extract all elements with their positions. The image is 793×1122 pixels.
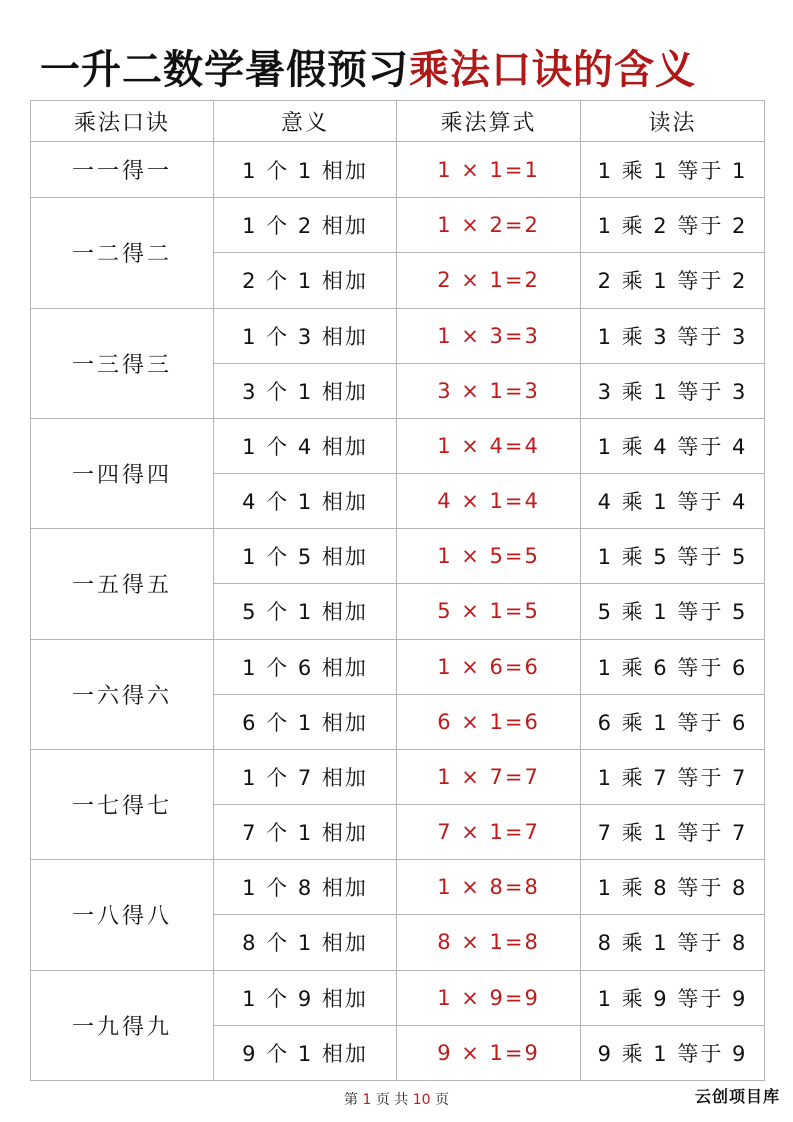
meaning-cell: 1 个 2 相加 xyxy=(214,198,397,253)
footer-suffix: 页 xyxy=(435,1092,449,1108)
mnemonic-cell: 一三得三 xyxy=(31,308,214,418)
mnemonic-cell: 一二得二 xyxy=(31,198,214,308)
formula-cell: 1 × 9=9 xyxy=(397,970,581,1025)
reading-cell: 1 乘 5 等于 5 xyxy=(581,529,765,584)
meaning-cell: 8 个 1 相加 xyxy=(214,915,397,970)
meaning-cell: 1 个 3 相加 xyxy=(214,308,397,363)
page-title xyxy=(40,42,696,98)
formula-cell: 2 × 1=2 xyxy=(397,253,581,308)
meaning-cell: 1 个 5 相加 xyxy=(214,529,397,584)
meaning-cell: 1 个 8 相加 xyxy=(214,860,397,915)
meaning-cell: 4 个 1 相加 xyxy=(214,474,397,529)
meaning-cell: 9 个 1 相加 xyxy=(214,1025,397,1080)
table-row xyxy=(31,749,765,804)
header-formula: 乘法算式 xyxy=(397,101,581,142)
table-row xyxy=(31,308,765,363)
table-row xyxy=(31,970,765,1025)
reading-cell: 3 乘 1 等于 3 xyxy=(581,363,765,418)
page-title-highlight: 乘法口诀的含义 xyxy=(409,47,696,93)
formula-cell: 1 × 8=8 xyxy=(397,860,581,915)
table-row xyxy=(31,198,765,253)
reading-cell: 1 乘 1 等于 1 xyxy=(581,142,765,198)
formula-cell: 9 × 1=9 xyxy=(397,1025,581,1080)
footer-total-pages: 10 xyxy=(412,1092,431,1108)
formula-cell: 1 × 3=3 xyxy=(397,308,581,363)
formula-cell: 1 × 2=2 xyxy=(397,198,581,253)
header-mnemonic: 乘法口诀 xyxy=(31,101,214,142)
reading-cell: 5 乘 1 等于 5 xyxy=(581,584,765,639)
reading-cell: 1 乘 6 等于 6 xyxy=(581,639,765,694)
formula-cell: 1 × 1=1 xyxy=(397,142,581,198)
table-header-row xyxy=(31,101,765,142)
meaning-cell: 6 个 1 相加 xyxy=(214,694,397,749)
formula-cell: 4 × 1=4 xyxy=(397,474,581,529)
mnemonic-cell: 一四得四 xyxy=(31,418,214,528)
meaning-cell: 1 个 6 相加 xyxy=(214,639,397,694)
meaning-cell: 1 个 1 相加 xyxy=(214,142,397,198)
meaning-cell: 7 个 1 相加 xyxy=(214,805,397,860)
meaning-cell: 1 个 7 相加 xyxy=(214,749,397,804)
footer-middle: 页 共 xyxy=(375,1092,409,1108)
page-footer xyxy=(0,1089,793,1109)
mnemonic-cell: 一八得八 xyxy=(31,860,214,970)
reading-cell: 1 乘 8 等于 8 xyxy=(581,860,765,915)
meaning-cell: 1 个 9 相加 xyxy=(214,970,397,1025)
reading-cell: 1 乘 3 等于 3 xyxy=(581,308,765,363)
mnemonic-cell: 一七得七 xyxy=(31,749,214,859)
formula-cell: 8 × 1=8 xyxy=(397,915,581,970)
meaning-cell: 3 个 1 相加 xyxy=(214,363,397,418)
reading-cell: 1 乘 7 等于 7 xyxy=(581,749,765,804)
reading-cell: 1 乘 9 等于 9 xyxy=(581,970,765,1025)
reading-cell: 8 乘 1 等于 8 xyxy=(581,915,765,970)
table-row xyxy=(31,860,765,915)
reading-cell: 9 乘 1 等于 9 xyxy=(581,1025,765,1080)
meaning-cell: 1 个 4 相加 xyxy=(214,418,397,473)
mnemonic-cell: 一九得九 xyxy=(31,970,214,1080)
reading-cell: 2 乘 1 等于 2 xyxy=(581,253,765,308)
multiplication-table xyxy=(30,100,765,1081)
reading-cell: 7 乘 1 等于 7 xyxy=(581,805,765,860)
formula-cell: 1 × 4=4 xyxy=(397,418,581,473)
reading-cell: 6 乘 1 等于 6 xyxy=(581,694,765,749)
formula-cell: 1 × 7=7 xyxy=(397,749,581,804)
formula-cell: 6 × 1=6 xyxy=(397,694,581,749)
table-body xyxy=(31,142,765,1081)
formula-cell: 1 × 5=5 xyxy=(397,529,581,584)
table-row xyxy=(31,418,765,473)
reading-cell: 4 乘 1 等于 4 xyxy=(581,474,765,529)
meaning-cell: 5 个 1 相加 xyxy=(214,584,397,639)
mnemonic-cell: 一六得六 xyxy=(31,639,214,749)
table-row xyxy=(31,142,765,198)
formula-cell: 5 × 1=5 xyxy=(397,584,581,639)
footer-prefix: 第 xyxy=(343,1092,358,1108)
reading-cell: 1 乘 2 等于 2 xyxy=(581,198,765,253)
formula-cell: 7 × 1=7 xyxy=(397,805,581,860)
mnemonic-cell: 一五得五 xyxy=(31,529,214,639)
header-meaning: 意义 xyxy=(214,101,397,142)
header-reading: 读法 xyxy=(581,101,765,142)
formula-cell: 1 × 6=6 xyxy=(397,639,581,694)
page-title-main: 一升二数学暑假预习 xyxy=(40,47,409,93)
brand-watermark: 云创项目库 xyxy=(695,1087,781,1106)
mnemonic-cell: 一一得一 xyxy=(31,142,214,198)
table-row xyxy=(31,639,765,694)
footer-page-number: 1 xyxy=(362,1092,372,1108)
meaning-cell: 2 个 1 相加 xyxy=(214,253,397,308)
table-row xyxy=(31,529,765,584)
reading-cell: 1 乘 4 等于 4 xyxy=(581,418,765,473)
formula-cell: 3 × 1=3 xyxy=(397,363,581,418)
